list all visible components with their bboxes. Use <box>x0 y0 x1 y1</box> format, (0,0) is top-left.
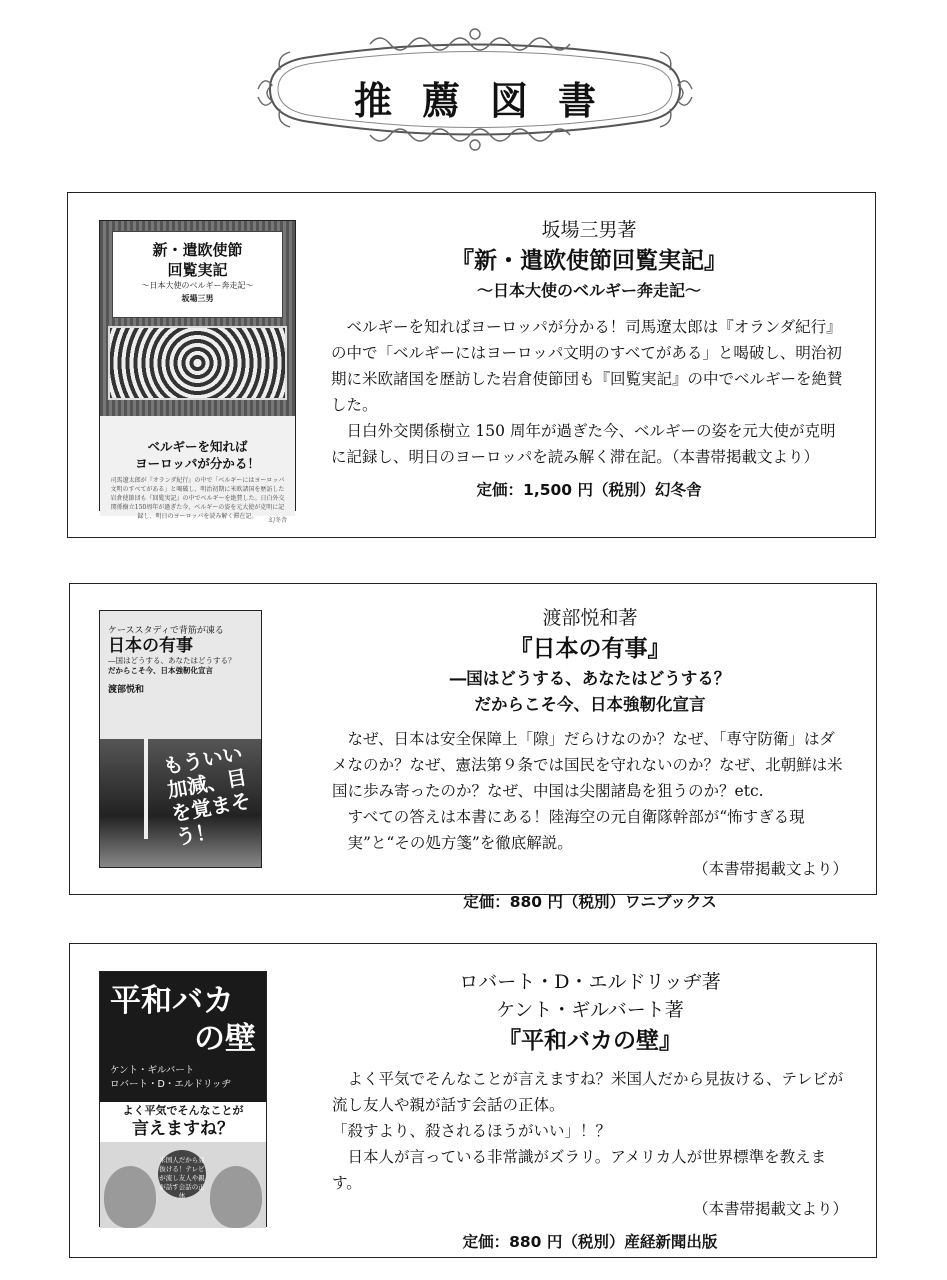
book-info <box>332 604 848 912</box>
cover-photo <box>100 1142 266 1228</box>
cover-title-area <box>100 972 266 1102</box>
book-card <box>69 583 877 911</box>
author-photo <box>210 1166 262 1228</box>
cover-catch-2: ヨーロッパが分かる！ <box>135 456 260 471</box>
cover-title-area <box>100 611 261 739</box>
cover-photo <box>100 739 261 867</box>
source-note: （本書帯掲載文より） <box>692 1200 848 1218</box>
cover-author: ケント・ギルバート <box>110 1065 195 1076</box>
section-header <box>250 22 700 157</box>
cover-band <box>100 416 295 524</box>
book-cover-image <box>99 971 267 1227</box>
cover-catch-2: 言えますね？ <box>132 1119 234 1139</box>
book-title: 『平和バカの壁』 <box>498 1028 682 1054</box>
book-description <box>332 726 848 882</box>
book-subtitle: ―国はどうする、あなたはどうする？ <box>449 669 731 688</box>
flower-carpet-image <box>108 326 287 400</box>
cover-title: 日本の有事 <box>108 636 193 656</box>
cover-blurb: 司馬遼太郎が『オランダ紀行』の中で「ベルギーにはヨーロッパ文明のすべてがある」と喝破し、明治初期に米欧諸国を歴訪した岩倉使節団も『回覧実記』の中でベルギーを絶賛した。日白外交関係樹立150周年が過ぎた今、ベルギーの姿を元大使が克明に記録し、明日のヨーロッパを読み解く滞在記。 <box>110 477 285 520</box>
cover-title-2: 回覧実記 <box>167 261 228 279</box>
cover-subtitle: ～日本大使のベルギー奔走記～ <box>141 281 254 290</box>
cover-author-2: ロバート・D・エルドリッヂ <box>110 1079 231 1090</box>
book-description <box>331 314 847 470</box>
book-card <box>69 943 877 1258</box>
book-cover-image <box>99 220 296 524</box>
cover-subtitle-2: だからこそ今、日本強靭化宣言 <box>108 666 213 675</box>
cover-catch: よく平気でそんなことが <box>122 1104 244 1117</box>
book-description <box>332 1066 848 1222</box>
book-price: 定価：880 円（税別）産経新聞出版 <box>462 1233 718 1251</box>
cover-title: 新・遣欧使節 <box>152 241 243 259</box>
book-cover-image <box>99 610 262 868</box>
book-author: 渡部悦和著 <box>542 607 638 629</box>
cover-title-panel <box>112 231 283 318</box>
missile-image <box>144 739 148 839</box>
cover-catch: ベルギーを知れば <box>147 439 248 454</box>
description-paragraph: よく平気でそんなことが言えますね？米国人だから見抜ける、テレビが流し友人や親が話す会話の正体。 <box>332 1070 844 1114</box>
book-price: 定価：880 円（税別）ワニブックス <box>463 893 717 911</box>
cover-subtitle: ―国はどうする、あなたはどうする？ <box>108 656 236 665</box>
book-title: 『日本の有事』 <box>509 636 671 662</box>
cover-title-2: の壁 <box>194 1021 256 1057</box>
description-paragraph: すべての答えは本書にある！陸海空の元自衛隊幹部が“怖すぎる現実”と“その処方箋”を徹底解説。 <box>347 808 805 852</box>
book-author: ロバート・D・エルドリッヂ著 <box>459 971 721 993</box>
description-paragraph: ベルギーを知ればヨーロッパが分かる！司馬遼太郎は『オランダ紀行』の中で「ベルギーにはヨーロッパ文明のすべてがある」と喝破し、明治初期に米欧諸国を歴訪した岩倉使節団も『回覧実記』の中でベルギーを絶賛した。 <box>331 318 843 414</box>
description-paragraph: なぜ、日本は安全保障上「隙」だらけなのか？なぜ、「専守防衛」はダメなのか？なぜ、憲法第９条では国民を守れないのか？なぜ、北朝鮮は米国に歩み寄ったのか？なぜ、中国は尖閣諸島を狙うのか？etc. <box>332 730 843 800</box>
description-paragraph: 「殺すより、殺されるほうがいい」！？ <box>332 1122 612 1140</box>
description-paragraph: 日白外交関係樹立 150 周年が過ぎた今、ベルギーの姿を元大使が克明に記録し、明日のヨーロッパを読み解く滞在記。（本書帯掲載文より） <box>331 422 836 466</box>
author-photo <box>104 1166 156 1228</box>
book-info <box>332 968 848 1252</box>
cover-author: 坂場三男 <box>181 293 214 303</box>
cover-author: 渡部悦和 <box>108 685 145 695</box>
cover-bubble: 米国人だから見抜ける！テレビが流し友人や親が話す会話の正体 <box>158 1150 206 1198</box>
cover-kicker: ケーススタディで背筋が凍る <box>108 626 224 636</box>
book-card <box>67 192 876 538</box>
cover-publisher: 幻冬舎 <box>268 517 287 524</box>
book-subtitle-2: だからこそ今、日本強靭化宣言 <box>474 695 706 714</box>
cover-photo <box>100 221 295 416</box>
book-author: 坂場三男著 <box>541 219 637 241</box>
book-subtitle: ～日本大使のベルギー奔走記～ <box>476 281 701 300</box>
page-title: 推薦図書 <box>353 79 626 123</box>
cover-catch-area <box>100 1102 266 1142</box>
book-author-2: ケント・ギルバート著 <box>496 999 684 1021</box>
cover-title: 平和バカ <box>110 983 234 1019</box>
cover-slogan: もういい加減、目を覚まそう！ <box>161 741 253 850</box>
book-info <box>331 216 847 500</box>
source-note: （本書帯掲載文より） <box>692 860 848 878</box>
book-title: 『新・遣欧使節回覧実記』 <box>451 248 727 274</box>
description-paragraph: 日本人が言っている非常識がズラリ。アメリカ人が世界標準を教えます。 <box>332 1148 827 1192</box>
book-price: 定価：1,500 円（税別）幻冬舎 <box>476 481 702 499</box>
